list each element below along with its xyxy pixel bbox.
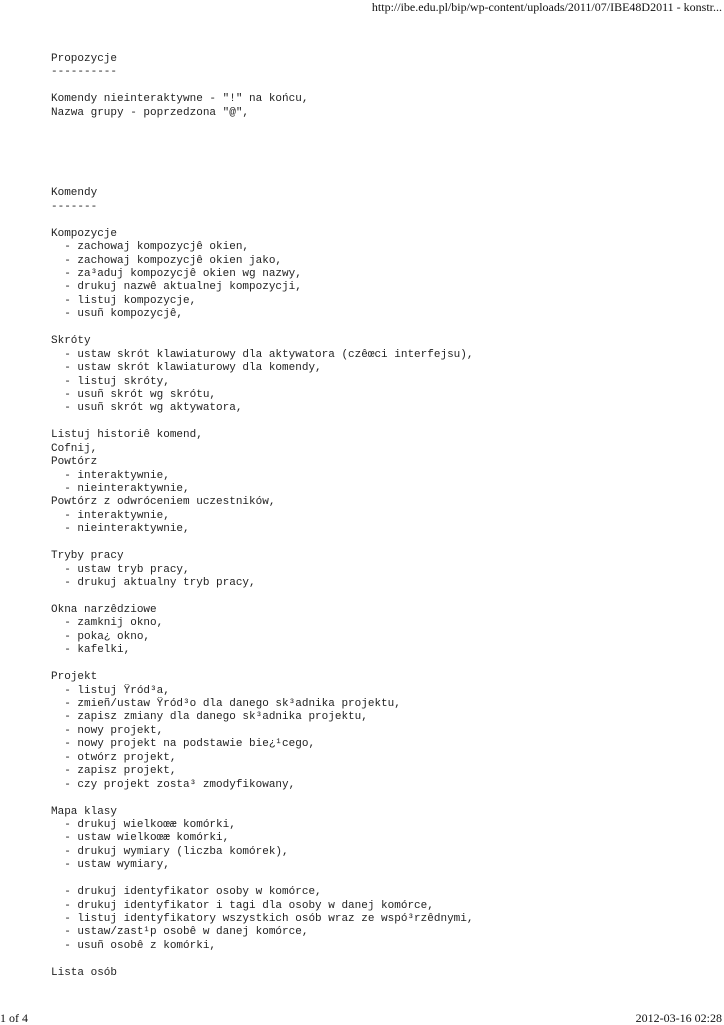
text-line: - ustaw skrót klawiaturowy dla komendy,: [51, 362, 322, 375]
text-line: - listuj identyfikatory wszystkich osób wraz ze wspó³rzêdnymi,: [51, 913, 474, 925]
text-line: - interaktywnie,: [51, 509, 170, 522]
text-line: - kafelki,: [51, 644, 131, 657]
text-line: - drukuj nazwê aktualnej kompozycji,: [51, 281, 302, 294]
text-line: [51, 120, 711, 133]
text-line: Listuj historiê komend,: [51, 429, 203, 442]
text-line: - listuj kompozycje,: [51, 294, 197, 307]
text-line: Skróty: [51, 335, 91, 348]
text-line: - zmieñ/ustaw Ÿród³o dla danego sk³adnika projektu,: [51, 698, 401, 710]
text-line: - nowy projekt,: [51, 724, 164, 737]
text-line: - drukuj aktualny tryb pracy,: [51, 577, 256, 590]
text-line: Nazwa grupy - poprzedzona "@",: [51, 106, 250, 119]
text-line: ----------: [51, 66, 118, 79]
text-line: [51, 416, 711, 429]
text-line: - czy projekt zosta³ zmodyfikowany,: [51, 778, 296, 791]
text-line: [51, 792, 711, 805]
text-line: - poka¿ okno,: [51, 630, 151, 643]
text-line: [51, 161, 711, 174]
text-line: -------: [51, 200, 98, 213]
print-timestamp: 2012-03-16 02:28: [635, 1011, 722, 1025]
text-line: [51, 214, 711, 227]
text-line: - zamknij okno,: [51, 617, 164, 630]
document-body: [51, 53, 711, 980]
text-line: - drukuj wielkoœæ komórki,: [51, 818, 236, 831]
text-line: Propozycje: [51, 53, 118, 65]
text-line: Tryby pracy: [51, 550, 124, 563]
text-line: - drukuj identyfikator i tagi dla osoby w danej komórce,: [51, 899, 434, 912]
text-line: - nieinteraktywnie,: [51, 483, 190, 495]
text-line: - usuñ skrót wg skrótu,: [51, 388, 217, 401]
text-line: - ustaw tryb pracy,: [51, 563, 190, 576]
text-line: - ustaw wymiary,: [51, 859, 170, 872]
text-line: - listuj Ÿród³a,: [51, 684, 170, 697]
text-line: - ustaw/zast¹p osobê w danej komórce,: [51, 926, 309, 939]
text-line: Mapa klasy: [51, 805, 118, 818]
text-line: - ustaw skrót klawiaturowy dla aktywatora (czêœci interfejsu),: [51, 348, 474, 361]
page-counter: 1 of 4: [0, 1011, 28, 1025]
text-line: - zachowaj kompozycjê okien jako,: [51, 254, 283, 267]
text-line: [51, 134, 711, 147]
text-line: - usuñ osobê z komórki,: [51, 939, 217, 952]
text-line: Kompozycje: [51, 227, 118, 240]
text-line: Powtórz z odwróceniem uczestników,: [51, 496, 276, 509]
text-line: - interaktywnie,: [51, 469, 170, 482]
text-line: [51, 174, 711, 187]
text-line: Powtórz: [51, 456, 98, 469]
text-line: - drukuj identyfikator osoby w komórce,: [51, 886, 322, 899]
text-line: [51, 591, 711, 604]
text-line: [51, 147, 711, 160]
page-header-url: http://ibe.edu.pl/bip/wp-content/uploads/2011/07/IBE48D2011 - konstr...: [371, 0, 722, 14]
text-line: - usuñ skrót wg aktywatora,: [51, 402, 243, 415]
text-line: Lista osób: [51, 966, 118, 979]
text-line: Projekt: [51, 671, 98, 684]
text-line: - nowy projekt na podstawie bie¿¹cego,: [51, 738, 316, 751]
text-line: - otwórz projekt,: [51, 751, 177, 764]
text-line: Komendy: [51, 187, 98, 200]
text-line: - ustaw wielkoœæ komórki,: [51, 832, 230, 845]
text-line: [51, 537, 711, 550]
text-line: - zachowaj kompozycjê okien,: [51, 241, 250, 254]
text-line: [51, 658, 711, 671]
text-line: - zapisz zmiany dla danego sk³adnika projektu,: [51, 711, 368, 724]
text-line: - drukuj wymiary (liczba komórek),: [51, 845, 289, 858]
text-line: [51, 873, 711, 886]
text-line: [51, 322, 711, 335]
text-line: - zapisz projekt,: [51, 765, 177, 778]
text-line: - usuñ kompozycjê,: [51, 308, 184, 321]
text-line: [51, 80, 711, 93]
text-line: Okna narzêdziowe: [51, 603, 157, 616]
text-line: - za³aduj kompozycjê okien wg nazwy,: [51, 268, 302, 280]
text-line: - nieinteraktywnie,: [51, 523, 190, 536]
text-line: Komendy nieinteraktywne - "!" na końcu,: [51, 93, 309, 106]
text-line: [51, 953, 711, 966]
text-line: - listuj skróty,: [51, 375, 170, 388]
text-line: Cofnij,: [51, 442, 98, 455]
